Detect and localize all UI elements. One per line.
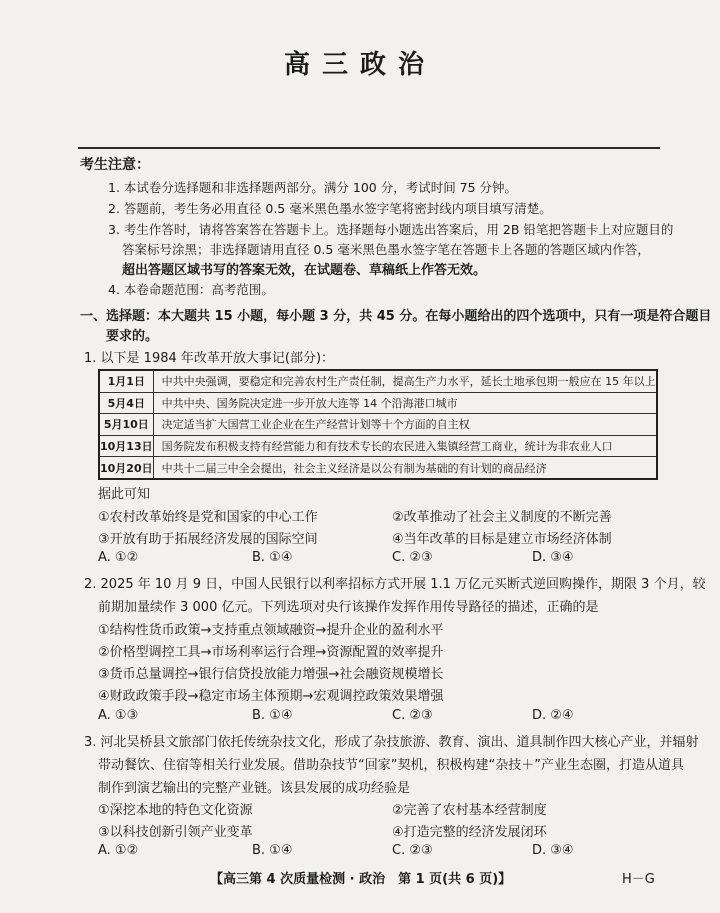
statement-3: ③开放有助于拓展经济发展的国际空间 <box>98 532 318 547</box>
choice-b: B. ①④ <box>252 550 293 565</box>
table-cell-event: 中共中央强调，要稳定和完善农村生产责任制，提高生产力水平，延长土地承包期一般应在 15 年以上 <box>153 370 657 392</box>
notice-line: 3. 考生作答时，请将答案答在答题卡上。选择题每小题选出答案后，用 2B 铅笔把答题卡上对应题目的 <box>108 222 674 237</box>
statement-2: ②价格型调控工具→市场利率运行合理→资源配置的效率提升 <box>98 645 444 660</box>
events-table <box>98 369 658 480</box>
choice-b: B. ①④ <box>252 843 293 858</box>
statement-1: ①结构性货币政策→支持重点领域融资→提升企业的盈利水平 <box>98 623 444 638</box>
table-cell-date: 10月20日 <box>99 457 153 479</box>
paper-code: H－G <box>622 872 655 887</box>
choice-b: B. ①④ <box>252 708 293 723</box>
choice-d: D. ③④ <box>532 843 574 858</box>
notice-heading: 考生注意： <box>80 157 150 173</box>
statement-2: ②改革推动了社会主义制度的不断完善 <box>392 510 612 525</box>
question-2-stem: 2. 2025 年 10 月 9 日，中国人民银行以利率招标方式开展 1.1 万亿元买断式逆回购操作，期限 3 个月，较 <box>84 577 706 592</box>
choice-c: C. ②③ <box>392 708 433 723</box>
choice-d: D. ②④ <box>532 708 574 723</box>
choice-c: C. ②③ <box>392 843 433 858</box>
table-cell-date: 10月13日 <box>99 435 153 457</box>
question-1-lead: 据此可知 <box>98 487 151 502</box>
statement-3: ③以科技创新引领产业变革 <box>98 825 253 840</box>
section-heading: 要求的。 <box>106 329 159 344</box>
question-3-stem: 制作到演艺输出的完整产业链。该县发展的成功经验是 <box>98 781 411 796</box>
choice-a: A. ①② <box>98 843 139 858</box>
table-cell-date: 5月10日 <box>99 414 153 436</box>
table-row <box>99 414 657 436</box>
notice-line: 1. 本试卷分选择题和非选择题两部分。满分 100 分，考试时间 75 分钟。 <box>108 180 518 195</box>
table-cell-event: 国务院发布积极支持有经营能力和有技术专长的农民进入集镇经营工商业，统计为非农业人口 <box>153 435 657 457</box>
notice-line: 超出答题区域书写的答案无效，在试题卷、草稿纸上作答无效。 <box>122 263 487 278</box>
notice-line: 2. 答题前，考生务必用直径 0.5 毫米黑色墨水签字笔将密封线内项目填写清楚。 <box>108 201 552 216</box>
table-cell-event: 中共中央、国务院决定进一步开放大连等 14 个沿海港口城市 <box>153 392 657 414</box>
page-title: 高三政治 <box>283 50 436 80</box>
table-cell-date: 1月1日 <box>99 370 153 392</box>
header-rule <box>78 147 660 149</box>
question-2-stem: 前期加量续作 3 000 亿元。下列选项对央行该操作发挥作用传导路径的描述，正确的是 <box>98 600 599 615</box>
choice-d: D. ③④ <box>532 550 574 565</box>
table-cell-event: 中共十二届三中全会提出，社会主义经济是以公有制为基础的有计划的商品经济 <box>153 457 657 479</box>
statement-4: ④财政政策手段→稳定市场主体预期→宏观调控政策效果增强 <box>98 689 444 704</box>
question-3-stem: 带动餐饮、住宿等相关行业发展。借助杂技节“回家”契机，积极构建“杂技＋”产业生态圈，打造从道具 <box>98 758 684 773</box>
question-1-stem: 1. 以下是 1984 年改革开放大事记(部分)： <box>84 351 335 366</box>
table-row <box>99 392 657 414</box>
statement-1: ①农村改革始终是党和国家的中心工作 <box>98 510 318 525</box>
table-row <box>99 457 657 479</box>
notice-line: 答案标号涂黑；非选择题请用直径 0.5 毫米黑色墨水签字笔在答题卡上各题的答题区域内作答， <box>122 242 650 257</box>
table-row <box>99 435 657 457</box>
table-row <box>99 370 657 392</box>
statement-3: ③货币总量调控→银行信贷投放能力增强→社会融资规模增长 <box>98 667 444 682</box>
notice-line: 4. 本卷命题范围：高考范围。 <box>108 282 274 297</box>
question-3-stem: 3. 河北吴桥县文旅部门依托传统杂技文化，形成了杂技旅游、教育、演出、道具制作四大核心产业，并辐射 <box>84 735 699 750</box>
statement-1: ①深挖本地的特色文化资源 <box>98 803 253 818</box>
table-cell-event: 决定适当扩大国营工业企业在生产经营计划等十个方面的自主权 <box>153 414 657 436</box>
statement-4: ④打造完整的经济发展闭环 <box>392 825 547 840</box>
statement-4: ④当年改革的目标是建立市场经济体制 <box>392 532 612 547</box>
choice-a: A. ①③ <box>98 708 139 723</box>
statement-2: ②完善了农村基本经营制度 <box>392 803 547 818</box>
choice-c: C. ②③ <box>392 550 433 565</box>
section-heading: 一、选择题：本大题共 15 小题，每小题 3 分，共 45 分。在每小题给出的四个选项中，只有一项是符合题目 <box>80 309 712 324</box>
choice-a: A. ①② <box>98 550 139 565</box>
page-footer: 【高三第 4 次质量检测 · 政治 第 1 页(共 6 页)】 <box>210 872 512 887</box>
table-cell-date: 5月4日 <box>99 392 153 414</box>
